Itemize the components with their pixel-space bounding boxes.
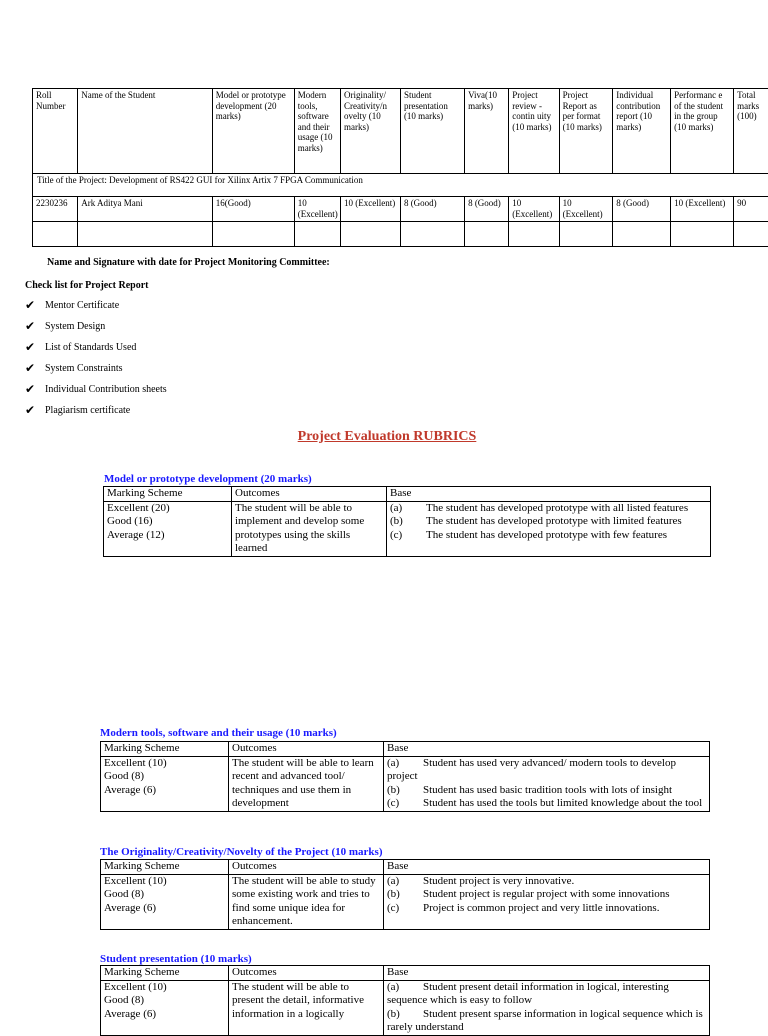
- checklist-item: ✔ Mentor Certificate: [25, 295, 167, 316]
- checkmark-icon: ✔: [25, 319, 45, 334]
- marking-scheme-cell: Excellent (10) Good (8) Average (6): [101, 756, 229, 811]
- checklist-item: ✔ System Constraints: [25, 358, 167, 379]
- student-row: [33, 197, 768, 222]
- header-individual-contribution: Individual contribution report (10 marks): [613, 89, 671, 174]
- cell-modern-tools: 10 (Excellent): [294, 197, 340, 222]
- checklist-item: ✔ Individual Contribution sheets: [25, 379, 167, 400]
- base-cell: (a) Student project is very innovative. (b) Student project is regular project with some innovations (c) Project is common project and very little innovations.: [384, 874, 710, 929]
- cell-group-performance: 10 (Excellent): [671, 197, 734, 222]
- outcome-cell: The student will be able to learn recent and advanced tool/ techniques and use them in development: [229, 756, 384, 811]
- col-marking-scheme: Marking Scheme: [104, 487, 232, 502]
- header-student-name: Name of the Student: [78, 89, 213, 174]
- rubric-table-modern-tools: [100, 741, 710, 812]
- marking-scheme-cell: Excellent (10) Good (8) Average (6): [101, 980, 229, 1035]
- col-outcomes: Outcomes: [229, 966, 384, 981]
- checkmark-icon: ✔: [25, 361, 45, 376]
- cell-project-review: 10 (Excellent): [509, 197, 559, 222]
- col-marking-scheme: Marking Scheme: [101, 742, 229, 757]
- marking-scheme-cell: Excellent (20) Good (16) Average (12): [104, 501, 232, 556]
- header-project-review: Project review -contin uity (10 marks): [509, 89, 559, 174]
- header-modern-tools: Modern tools, software and their usage (10 marks): [294, 89, 340, 174]
- base-cell: (a) Student present detail information in logical, interesting sequence which is easy to follow (b) Student present sparse information in logical sequence which is rarely understand: [384, 980, 710, 1035]
- cell-student-name: Ark Aditya Mani: [78, 197, 213, 222]
- header-group-performance: Performanc e of the student in the group (10 marks): [671, 89, 734, 174]
- cell-model-prototype: 16(Good): [212, 197, 294, 222]
- col-base: Base: [387, 487, 711, 502]
- checkmark-icon: ✔: [25, 340, 45, 355]
- checklist-item: ✔ Plagiarism certificate: [25, 400, 167, 421]
- checklist-title: Check list for Project Report: [25, 280, 148, 291]
- col-base: Base: [384, 860, 710, 875]
- cell-originality: 10 (Excellent): [341, 197, 401, 222]
- cell-total-marks: 90: [734, 197, 768, 222]
- rubric-title-model: Model or prototype development (20 marks): [104, 473, 312, 485]
- header-presentation: Student presentation (10 marks): [400, 89, 464, 174]
- col-base: Base: [384, 966, 710, 981]
- outcome-cell: The student will be able to implement and develop some prototypes using the skills learned: [232, 501, 387, 556]
- rubric-table-model: [103, 486, 711, 557]
- header-model-prototype: Model or prototype development (20 marks): [212, 89, 294, 174]
- col-marking-scheme: Marking Scheme: [101, 966, 229, 981]
- checklist-item: ✔ List of Standards Used: [25, 337, 167, 358]
- cell-viva: 8 (Good): [465, 197, 509, 222]
- empty-row: [33, 222, 768, 247]
- header-project-report: Project Report as per format (10 marks): [559, 89, 613, 174]
- project-title: Title of the Project: Development of RS422 GUI for Xilinx Artix 7 FPGA Communication: [33, 174, 768, 197]
- header-roll-number: Roll Number: [33, 89, 78, 174]
- col-marking-scheme: Marking Scheme: [101, 860, 229, 875]
- header-viva: Viva(10 marks): [465, 89, 509, 174]
- checkmark-icon: ✔: [25, 403, 45, 418]
- checklist: [25, 295, 167, 421]
- base-cell: (a) Student has used very advanced/ modern tools to develop project (b) Student has used basic tradition tools with lots of insight (c) Student has used the tools but limited knowledge about the tool: [384, 756, 710, 811]
- rubric-title-modern-tools: Modern tools, software and their usage (10 marks): [100, 727, 337, 739]
- signature-line: Name and Signature with date for Project Monitoring Committee:: [47, 257, 330, 268]
- project-title-row: [33, 174, 768, 197]
- col-base: Base: [384, 742, 710, 757]
- checkmark-icon: ✔: [25, 298, 45, 313]
- rubric-table-presentation: [100, 965, 710, 1036]
- checklist-item: ✔ System Design: [25, 316, 167, 337]
- header-originality: Originality/ Creativity/n ovelty (10 marks): [341, 89, 401, 174]
- rubrics-title: Project Evaluation RUBRICS: [0, 429, 768, 445]
- outcome-cell: The student will be able to present the detail, informative information in a logically: [229, 980, 384, 1035]
- rubric-title-presentation: Student presentation (10 marks): [100, 953, 252, 965]
- cell-roll-number: 2230236: [33, 197, 78, 222]
- cell-presentation: 8 (Good): [400, 197, 464, 222]
- cell-project-report: 10 (Excellent): [559, 197, 613, 222]
- evaluation-header-row: [33, 89, 768, 174]
- marking-scheme-cell: Excellent (10) Good (8) Average (6): [101, 874, 229, 929]
- checkmark-icon: ✔: [25, 382, 45, 397]
- rubric-title-originality: The Originality/Creativity/Novelty of the Project (10 marks): [100, 846, 382, 858]
- col-outcomes: Outcomes: [229, 860, 384, 875]
- col-outcomes: Outcomes: [229, 742, 384, 757]
- evaluation-table: [32, 88, 768, 247]
- base-cell: (a) The student has developed prototype with all listed features (b) The student has developed prototype with limited features (c) The student has developed prototype with few features: [387, 501, 711, 556]
- col-outcomes: Outcomes: [232, 487, 387, 502]
- rubric-table-originality: [100, 859, 710, 930]
- outcome-cell: The student will be able to study some existing work and tries to find some unique idea for enhancement.: [229, 874, 384, 929]
- header-total-marks: Total marks (100): [734, 89, 768, 174]
- cell-individual-contribution: 8 (Good): [613, 197, 671, 222]
